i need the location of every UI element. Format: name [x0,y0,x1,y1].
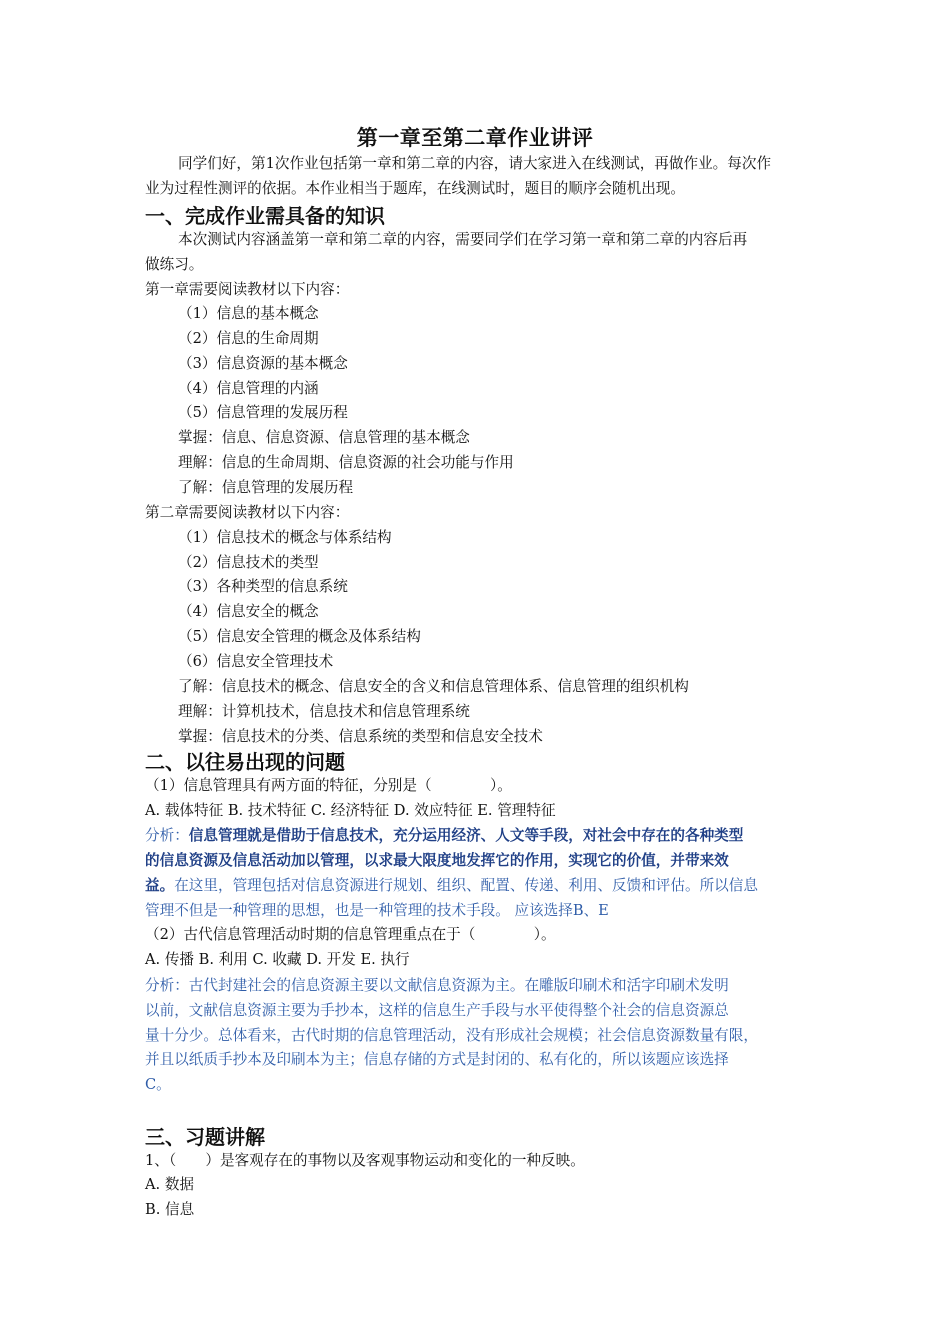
ch2-goal: 理解：计算机技术，信息技术和信息管理系统 [178,703,470,720]
ch1-goal: 了解：信息管理的发展历程 [178,479,354,496]
question-2: （2）古代信息管理活动时期的信息管理重点在于（ ）。 [145,926,556,943]
ch1-item: （2）信息的生命周期 [178,330,319,347]
ch2-intro: 第二章需要阅读教材以下内容： [145,504,350,521]
section-heading-1: 一、完成作业需具备的知识 [145,204,385,228]
ch1-goal: 理解：信息的生命周期、信息资源的社会功能与作用 [178,454,514,471]
q2-analysis-line: 分析：古代封建社会的信息资源主要以文献信息资源为主。在雕版印刷术和活字印刷术发明 [145,977,729,994]
analysis-bold-text: 益。 [145,877,175,894]
ch2-item: （5）信息安全管理的概念及体系结构 [178,628,421,645]
analysis-text: 在这里，管理包括对信息资源进行规划、组织、配置、传递、利用、反馈和评估。所以信息 [174,877,758,894]
intro-line-2: 业为过程性测评的依据。本作业相当于题库，在线测试时，题目的顺序会随机出现。 [145,180,685,197]
exercise-option: B. 信息 [145,1201,195,1218]
question-1-options: A. 载体特征 B. 技术特征 C. 经济特征 D. 效应特征 E. 管理特征 [145,802,556,819]
ch2-item: （4）信息安全的概念 [178,603,319,620]
ch2-item: （1）信息技术的概念与体系结构 [178,529,392,546]
ch1-item: （4）信息管理的内涵 [178,380,319,397]
section-heading-2: 二、以往易出现的问题 [145,750,345,774]
q1-analysis-line-3 [145,874,758,895]
ch1-item: （1）信息的基本概念 [178,305,319,322]
q2-analysis-line: 以前，文献信息资源主要为手抄本，这样的信息生产手段与水平使得整个社会的信息资源总 [145,1002,729,1019]
exercise-question-1: 1、（ ）是客观存在的事物以及客观事物运动和变化的一种反映。 [145,1152,585,1169]
q1-analysis-line-4: 管理不但是一种管理的思想，也是一种管理的技术手段。 应该选择B、E [145,902,609,919]
exercise-option: A. 数据 [145,1176,195,1193]
q1-analysis-line-1 [145,824,743,845]
section1-para-line-2: 做练习。 [145,256,204,273]
ch1-goal: 掌握：信息、信息资源、信息管理的基本概念 [178,429,470,446]
q2-analysis-line: 量十分少。总体看来，古代时期的信息管理活动，没有形成社会规模；社会信息资源数量有限， [145,1027,758,1044]
section-heading-3: 三、习题讲解 [145,1125,265,1149]
section1-para-line-1: 本次测试内容涵盖第一章和第二章的内容，需要同学们在学习第一章和第二章的内容后再 [178,231,748,248]
ch2-item: （3）各种类型的信息系统 [178,578,348,595]
question-2-options: A. 传播 B. 利用 C. 收藏 D. 开发 E. 执行 [145,951,410,968]
q2-analysis-line: 并且以纸质手抄本及印刷本为主；信息存储的方式是封闭的、私有化的，所以该题应该选择 [145,1051,729,1068]
ch1-item: （5）信息管理的发展历程 [178,404,348,421]
analysis-label: 分析： [145,827,189,844]
ch2-goal: 了解：信息技术的概念、信息安全的含义和信息管理体系、信息管理的组织机构 [178,678,689,695]
ch2-item: （2）信息技术的类型 [178,554,319,571]
ch2-item: （6）信息安全管理技术 [178,653,334,670]
q2-analysis-line: C。 [145,1076,171,1093]
question-1: （1）信息管理具有两方面的特征，分别是（ ）。 [145,777,512,794]
analysis-bold-text: 信息管理就是借助于信息技术，充分运用经济、人文等手段，对社会中存在的各种类型 [188,827,744,844]
intro-line-1: 同学们好，第1次作业包括第一章和第二章的内容，请大家进入在线测试，再做作业。每次作 [178,155,772,172]
q1-analysis-line-2: 的信息资源及信息活动加以管理，以求最大限度地发挥它的作用，实现它的价值，并带来效 [145,852,729,869]
document-title: 第一章至第二章作业讲评 [356,126,594,150]
ch1-intro: 第一章需要阅读教材以下内容： [145,281,350,298]
ch1-item: （3）信息资源的基本概念 [178,355,348,372]
ch2-goal: 掌握：信息技术的分类、信息系统的类型和信息安全技术 [178,728,543,745]
